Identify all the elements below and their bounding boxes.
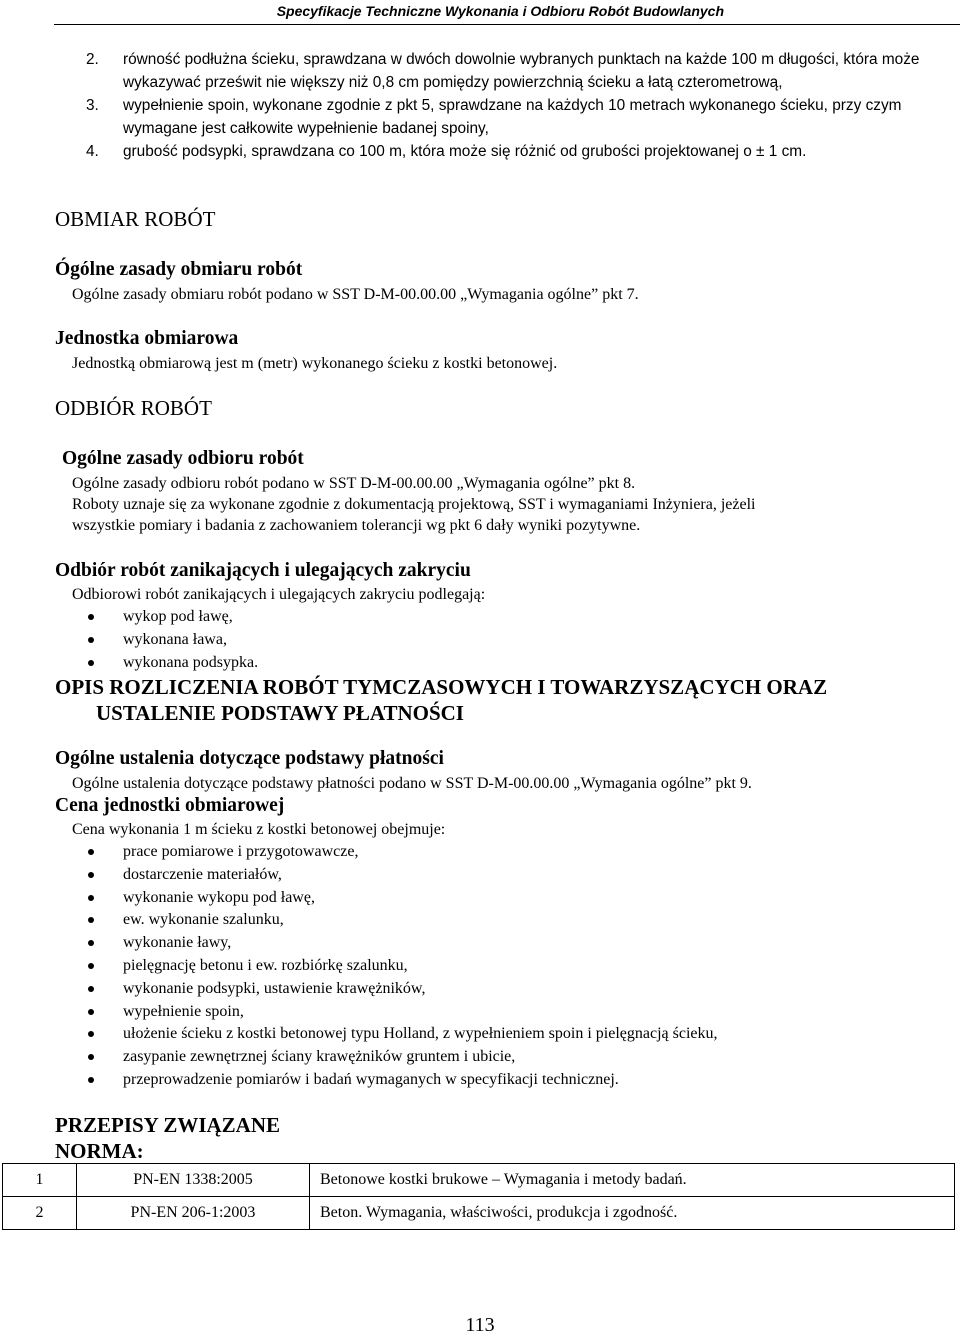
- item-number: 4.: [86, 143, 99, 160]
- section-heading-odbior: ODBIÓR ROBÓT: [55, 396, 212, 420]
- item-text: grubość podsypki, sprawdzana co 100 m, która może się różnić od grubości projektowanej o ± 1 cm.: [123, 143, 807, 160]
- item-text: wypełnienie spoin, wykonane zgodnie z pkt 5, sprawdzane na każdych 10 metrach wykonanego ścieku, przy czym wymagane jest całkowite wypełnienie badanej spoiny,: [123, 97, 902, 137]
- list-item: wypełnienie spoin,: [71, 1001, 718, 1024]
- paragraph-rozliczenie-general: Ogólne ustalenia dotyczące podstawy płatności podano w SST D-M-00.00.00 „Wymagania ogólne” pkt 9.: [72, 775, 752, 792]
- table-row: [3, 1164, 955, 1197]
- paragraph-obmiar-unit: Jednostką obmiarową jest m (metr) wykonanego ścieku z kostki betonowej.: [72, 355, 558, 372]
- bullet-list-price-items: [71, 841, 718, 1092]
- list-item: pielęgnację betonu i ew. rozbiórkę szalunku,: [71, 955, 718, 978]
- item-number: 3.: [86, 97, 99, 114]
- header-title: Specyfikacje Techniczne Wykonania i Odbioru Robót Budowlanych: [276, 3, 724, 19]
- list-item: przeprowadzenie pomiarów i badań wymaganych w specyfikacji technicznej.: [71, 1069, 718, 1092]
- list-item: wykonanie ławy,: [71, 932, 718, 955]
- list-item: zasypanie zewnętrznej ściany krawężników gruntem i ubicie,: [71, 1046, 718, 1069]
- numbered-list: [86, 48, 956, 163]
- paragraph-odbior-line1: Roboty uznaje się za wykonane zgodnie z dokumentacją projektową, SST i wymaganiami Inżyniera, jeżeli: [72, 496, 756, 513]
- list-item: wykonanie wykopu pod ławę,: [71, 887, 718, 910]
- paragraph-price: Cena wykonania 1 m ścieku z kostki betonowej obejmuje:: [72, 821, 446, 838]
- table-row: [3, 1197, 955, 1230]
- section-heading-przepisy: PRZEPISY ZWIĄZANE: [55, 1113, 281, 1137]
- section-heading-rozliczenie-line1: OPIS ROZLICZENIA ROBÓT TYMCZASOWYCH I TOWARZYSZĄCYCH ORAZ: [55, 675, 828, 699]
- subheading-obmiar-unit: Jednostka obmiarowa: [55, 328, 239, 349]
- norm-title: Betonowe kostki brukowe – Wymagania i metody badań.: [310, 1164, 955, 1197]
- paragraph-odbior-line2: wszystkie pomiary i badania z zachowaniem tolerancji wg pkt 6 dały wyniki pozytywne.: [72, 517, 641, 534]
- paragraph-odbior-hidden: Odbiorowi robót zanikających i ulegających zakryciu podlegają:: [72, 586, 486, 603]
- bullet-list-hidden-works: [71, 606, 258, 674]
- header-rule: [54, 24, 960, 25]
- paragraph-obmiar-general: Ogólne zasady obmiaru robót podano w SST D-M-00.00.00 „Wymagania ogólne” pkt 7.: [72, 286, 639, 303]
- norm-title: Beton. Wymagania, właściwości, produkcja i zgodność.: [310, 1197, 955, 1230]
- numbered-item: [86, 48, 956, 94]
- norm-number: 2: [3, 1197, 77, 1230]
- norm-code: PN-EN 1338:2005: [77, 1164, 310, 1197]
- list-item: wykonana ława,: [71, 629, 258, 652]
- norma-heading: NORMA:: [55, 1139, 144, 1163]
- list-item: dostarczenie materiałów,: [71, 864, 718, 887]
- subheading-odbior-general: Ogólne zasady odbioru robót: [62, 448, 304, 469]
- subheading-odbior-hidden: Odbiór robót zanikających i ulegających zakryciu: [55, 560, 471, 581]
- section-heading-rozliczenie-line2: USTALENIE PODSTAWY PŁATNOŚCI: [96, 701, 464, 725]
- list-item: wykonana podsypka.: [71, 652, 258, 675]
- subheading-obmiar-general: Ógólne zasady obmiaru robót: [55, 259, 303, 280]
- list-item: wykop pod ławę,: [71, 606, 258, 629]
- section-heading-obmiar: OBMIAR ROBÓT: [55, 207, 216, 231]
- item-number: 2.: [86, 51, 99, 68]
- list-item: wykonanie podsypki, ustawienie krawężników,: [71, 978, 718, 1001]
- item-text: równość podłużna ścieku, sprawdzana w dwóch dowolnie wybranych punktach na każde 100 m długości, która może wykazywać prześwit nie większy niż 0,8 cm pomiędzy powierzchnią ścieku a łatą czterometrową,: [123, 51, 920, 91]
- numbered-item: [86, 140, 956, 163]
- norm-code: PN-EN 206-1:2003: [77, 1197, 310, 1230]
- page-number: 113: [465, 1314, 495, 1336]
- subheading-price: Cena jednostki obmiarowej: [55, 795, 285, 816]
- list-item: prace pomiarowe i przygotowawcze,: [71, 841, 718, 864]
- list-item: ułożenie ścieku z kostki betonowej typu Holland, z wypełnieniem spoin i pielęgnacją ścieku,: [71, 1023, 718, 1046]
- list-item: ew. wykonanie szalunku,: [71, 909, 718, 932]
- paragraph-odbior-general: Ogólne zasady odbioru robót podano w SST D-M-00.00.00 „Wymagania ogólne” pkt 8.: [72, 475, 636, 492]
- norms-table: [2, 1163, 955, 1230]
- subheading-rozliczenie-general: Ogólne ustalenia dotyczące podstawy płatności: [55, 748, 444, 769]
- page-header: [0, 0, 960, 30]
- norm-number: 1: [3, 1164, 77, 1197]
- numbered-item: [86, 94, 956, 140]
